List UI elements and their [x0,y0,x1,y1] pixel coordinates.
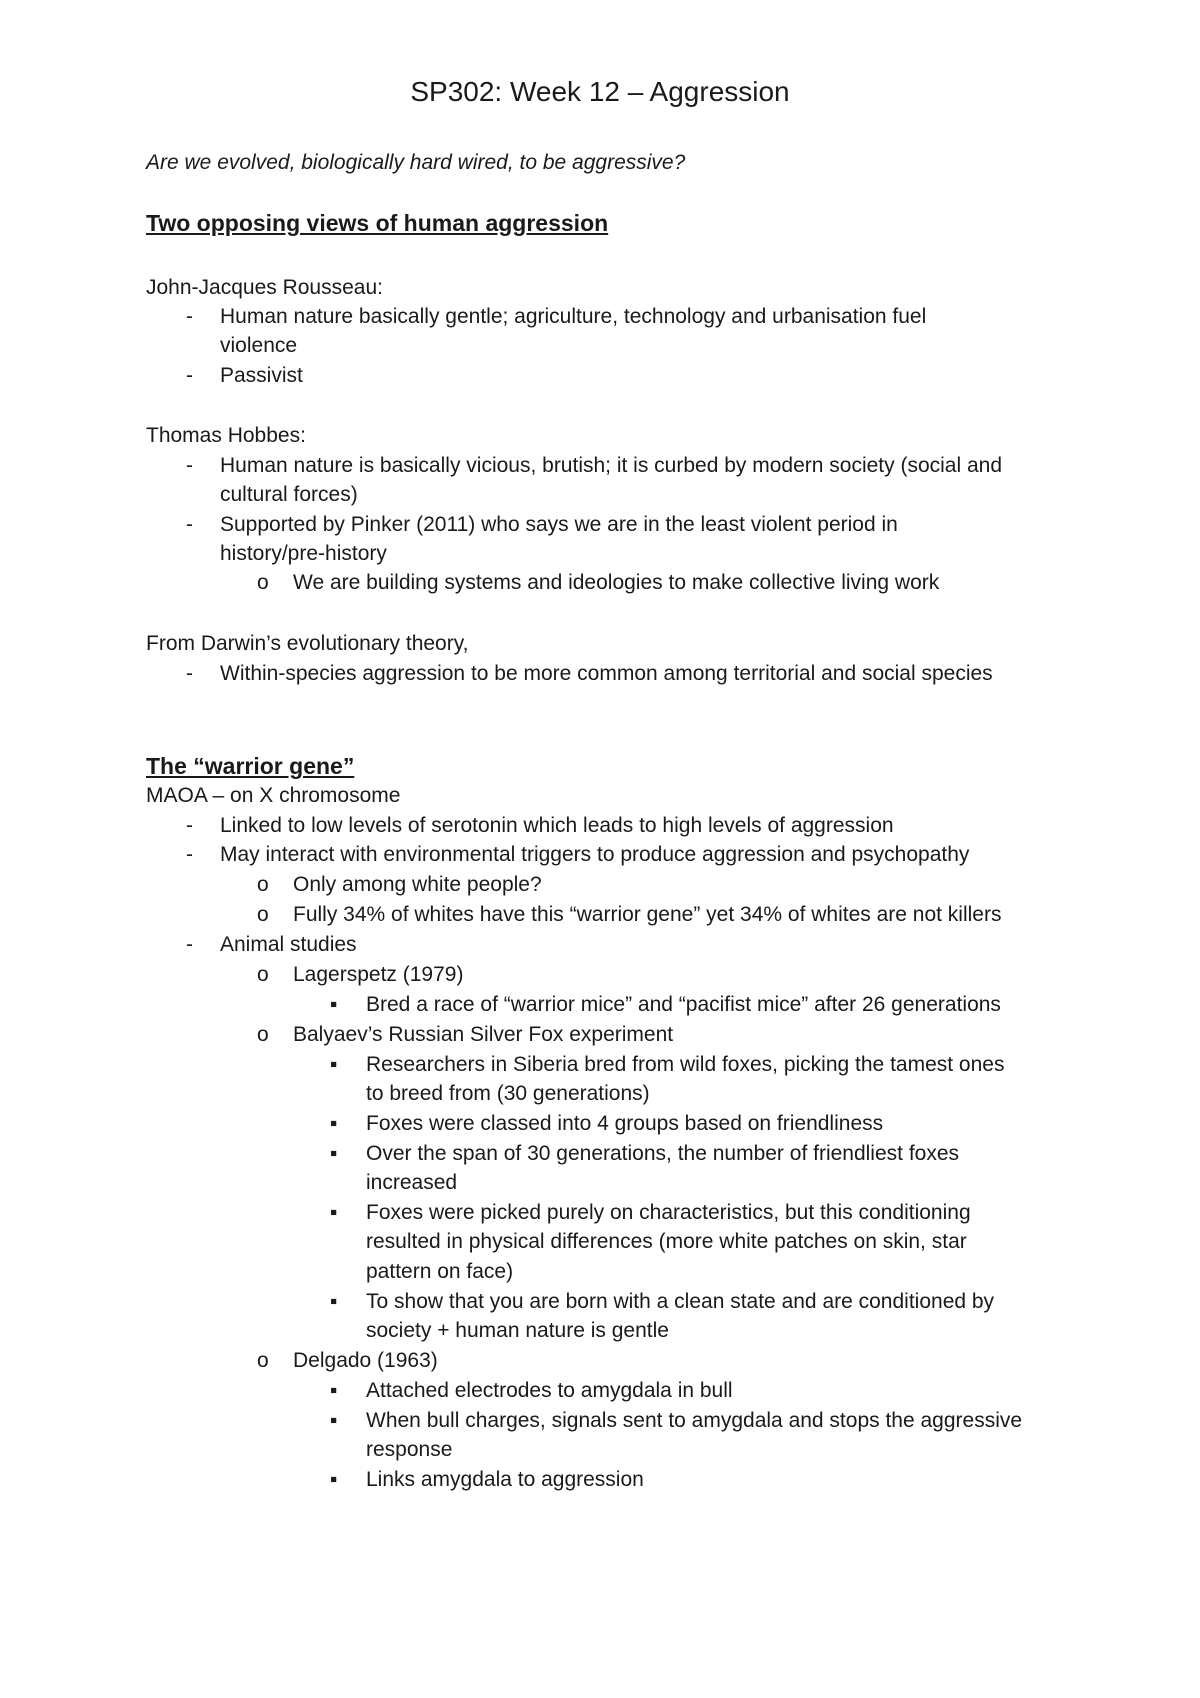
square-marker: ▪ [330,1142,338,1165]
delgado-point-2: When bull charges, signals sent to amygdala and stops the aggressive [366,1409,1023,1432]
balyaev-label: Balyaev’s Russian Silver Fox experiment [293,1023,674,1046]
maoa-bullet-2: May interact with environmental triggers to produce aggression and psychopathy [220,843,970,866]
circle-marker: o [257,1349,269,1372]
rousseau-bullet-1-cont: violence [220,334,298,357]
delgado-point-3: Links amygdala to aggression [366,1468,644,1491]
darwin-label: From Darwin’s evolutionary theory, [146,632,469,655]
balyaev-point-4: Foxes were picked purely on characteristics, but this conditioning [366,1201,971,1224]
square-marker: ▪ [330,1290,338,1313]
dash-marker: - [186,662,193,685]
balyaev-point-5-cont: society + human nature is gentle [366,1319,669,1342]
hobbes-bullet-1: Human nature is basically vicious, brutish; it is curbed by modern society (social and [220,454,1003,477]
circle-marker: o [257,903,269,926]
hobbes-sub-bullet-1: We are building systems and ideologies to make collective living work [293,571,940,594]
square-marker: ▪ [330,1409,338,1432]
balyaev-point-5: To show that you are born with a clean state and are conditioned by [366,1290,995,1313]
delgado-label: Delgado (1963) [293,1349,438,1372]
maoa-bullet-2-sub-2: Fully 34% of whites have this “warrior gene” yet 34% of whites are not killers [293,903,1002,926]
section-heading-warrior-gene: The “warrior gene” [146,753,355,779]
dash-marker: - [186,933,193,956]
balyaev-point-3: Over the span of 30 generations, the number of friendliest foxes [366,1142,960,1165]
balyaev-point-1: Researchers in Siberia bred from wild foxes, picking the tamest ones [366,1053,1005,1076]
circle-marker: o [257,1023,269,1046]
rousseau-bullet-1: Human nature basically gentle; agriculture, technology and urbanisation fuel [220,305,927,328]
delgado-point-2-cont: response [366,1438,453,1461]
delgado-point-1: Attached electrodes to amygdala in bull [366,1379,733,1402]
circle-marker: o [257,873,269,896]
circle-marker: o [257,571,269,594]
dash-marker: - [186,814,193,837]
maoa-bullet-2-sub-1: Only among white people? [293,873,542,896]
hobbes-label: Thomas Hobbes: [146,424,306,447]
lagerspetz-point-1: Bred a race of “warrior mice” and “pacifist mice” after 26 generations [366,993,1001,1016]
rousseau-label: John-Jacques Rousseau: [146,276,383,299]
square-marker: ▪ [330,1112,338,1135]
balyaev-point-4-cont-2: pattern on face) [366,1260,514,1283]
balyaev-point-4-cont: resulted in physical differences (more white patches on skin, star [366,1230,967,1253]
dash-marker: - [186,513,193,536]
maoa-label: MAOA – on X chromosome [146,784,401,807]
hobbes-bullet-1-cont: cultural forces) [220,483,358,506]
balyaev-point-1-cont: to breed from (30 generations) [366,1082,650,1105]
dash-marker: - [186,454,193,477]
rousseau-bullet-2: Passivist [220,364,303,387]
dash-marker: - [186,305,193,328]
maoa-bullet-1: Linked to low levels of serotonin which leads to high levels of aggression [220,814,894,837]
darwin-bullet-1: Within-species aggression to be more common among territorial and social species [220,662,993,685]
square-marker: ▪ [330,993,338,1016]
hobbes-bullet-2-cont: history/pre-history [220,542,387,565]
dash-marker: - [186,843,193,866]
lagerspetz-label: Lagerspetz (1979) [293,963,464,986]
circle-marker: o [257,963,269,986]
square-marker: ▪ [330,1379,338,1402]
balyaev-point-2: Foxes were classed into 4 groups based on friendliness [366,1112,884,1135]
page-title: SP302: Week 12 – Aggression [410,76,790,107]
square-marker: ▪ [330,1201,338,1224]
maoa-bullet-3: Animal studies [220,933,357,956]
balyaev-point-3-cont: increased [366,1171,458,1194]
square-marker: ▪ [330,1053,338,1076]
dash-marker: - [186,364,193,387]
section-heading-opposing-views: Two opposing views of human aggression [146,210,609,236]
hobbes-bullet-2: Supported by Pinker (2011) who says we are in the least violent period in [220,513,898,536]
square-marker: ▪ [330,1468,338,1491]
intro-question: Are we evolved, biologically hard wired, to be aggressive? [146,151,686,174]
